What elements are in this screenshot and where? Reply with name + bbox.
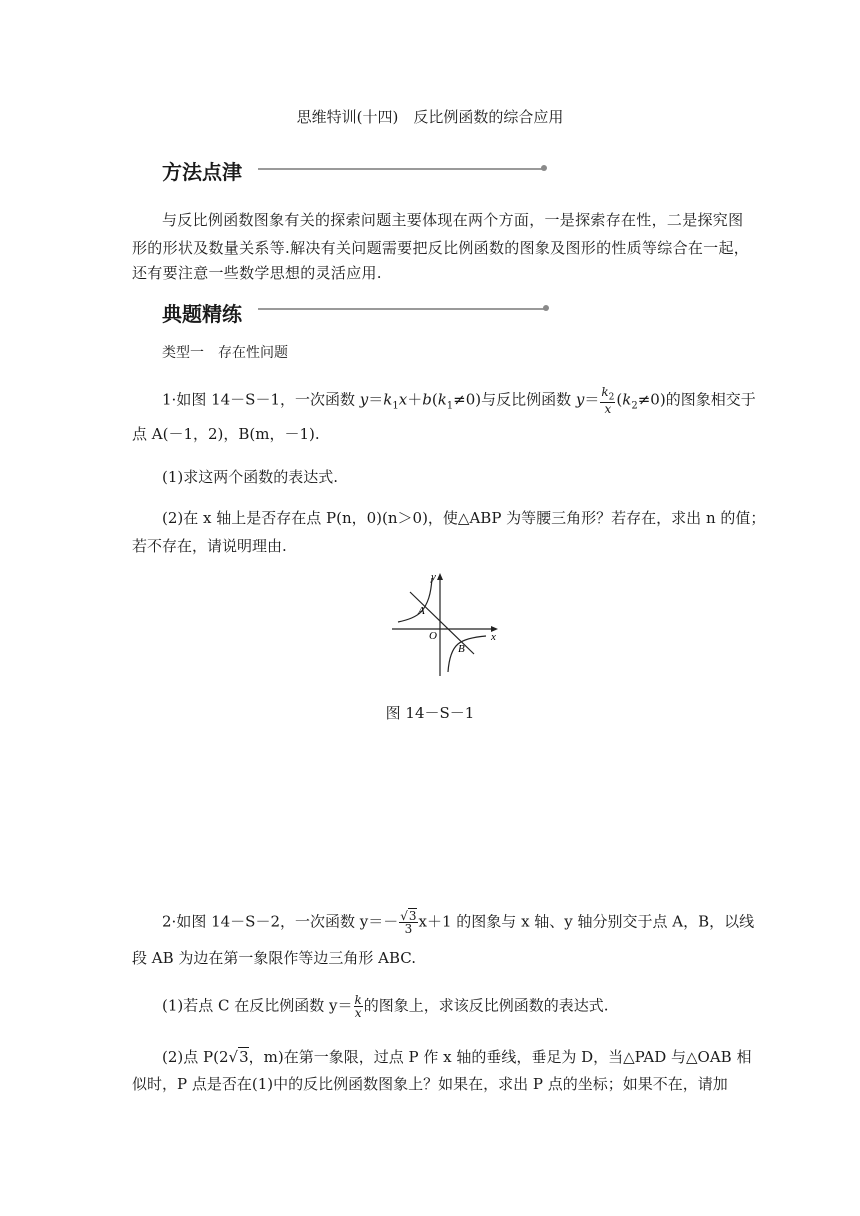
question-text: x＋1 的图象与 x 轴、y 轴分别交于点 A，B，以线	[418, 912, 755, 931]
question-text: ·如图 14－S－1，一次函数	[171, 390, 360, 409]
question-1-line-1: 1·如图 14－S－1，一次函数 $y=k_1x+b(k_1\ne 0)$与反比例函数 y＝ $\frac{k_2}{x}$ $(k_2\ne 0)$的图象相交于	[162, 385, 756, 417]
section-heading-method: 方法点津	[162, 160, 242, 184]
fraction-sqrt3-over-3: $\frac{√3}{3}$	[400, 909, 417, 936]
question-2-sub-2-line-2: 似时，P 点是否在(1)中的反比例函数图象上？如果在，求出 P 点的坐标；如果不在，请加	[132, 1075, 728, 1093]
question-text: ，m)在第一象限，过点 P 作 x 轴的垂线，垂足为 D，当△PAD 与△OAB 相	[248, 1048, 752, 1066]
figure-caption: 图 14－S－1	[385, 704, 475, 722]
sqrt-3: √3	[228, 1048, 249, 1066]
section-divider-dot	[541, 165, 547, 171]
fraction-k-over-x: $\frac{k}{x}$	[354, 993, 362, 1020]
question-2-line-2: 段 AB 为边在第一象限作等边三角形 ABC.	[132, 949, 417, 967]
origin-label: O	[429, 630, 437, 642]
question-1-sub-1: (1)求这两个函数的表达式.	[162, 468, 339, 486]
section-heading-exercises: 典题精练	[162, 302, 242, 326]
section-divider	[258, 168, 544, 170]
section-divider-dot	[543, 305, 549, 311]
question-text: (2)点 P(2	[162, 1048, 229, 1066]
question-text: 的图象相交于	[665, 390, 756, 409]
fraction-k2-over-x: $\frac{k_2}{x}$	[601, 385, 615, 417]
y-axis-arrow-icon	[437, 573, 443, 580]
method-line-1: 与反比例函数图象有关的探索问题主要体现在两个方面，一是探索存在性，二是探究图	[162, 211, 744, 229]
question-1-line-2: 点 A(－1，2)，B(m，－1).	[132, 425, 320, 443]
x-axis-label: x	[491, 631, 496, 643]
figure-14-s-1	[388, 568, 504, 680]
question-text: (1)若点 C 在反比例函数 y＝	[162, 996, 353, 1015]
question-number: 1	[162, 390, 172, 409]
question-number: 2	[162, 912, 172, 931]
method-line-2: 形的形状及数量关系等.解决有关问题需要把反比例函数的图象及图形的性质等综合在一起，	[132, 239, 750, 257]
question-2-sub-1	[162, 994, 609, 1019]
question-1-sub-2-line-1: (2)在 x 轴上是否存在点 P(n，0)(n＞0)，使△ABP 为等腰三角形？若存在，求出 n 的值；	[162, 509, 766, 527]
page-title: 思维特训(十四) 反比例函数的综合应用	[296, 108, 564, 126]
hyperbola-branch-lower	[448, 636, 486, 672]
question-text: 的图象上，求该反比例函数的表达式.	[363, 996, 609, 1015]
question-text: ·如图 14－S－2，一次函数 y＝－	[171, 912, 399, 931]
point-a-label: A	[418, 605, 425, 617]
type-heading: 类型一 存在性问题	[162, 345, 288, 361]
question-2-line-1	[162, 910, 754, 935]
y-axis-label: y	[431, 571, 436, 583]
method-line-3: 还有要注意一些数学思想的灵活应用.	[132, 264, 382, 282]
question-2-sub-2-line-1	[162, 1046, 751, 1067]
section-divider	[258, 308, 544, 310]
point-b-label: B	[458, 643, 465, 655]
question-1-sub-2-line-2: 若不存在，请说明理由.	[132, 537, 287, 555]
hyperbola-branch-upper	[398, 578, 432, 622]
